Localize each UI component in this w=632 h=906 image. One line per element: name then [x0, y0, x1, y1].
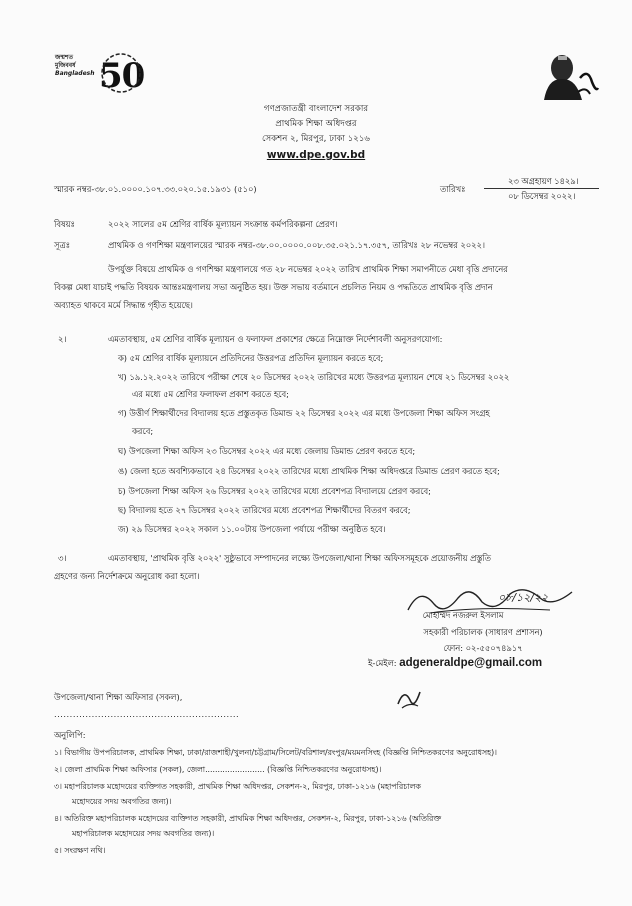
initial-mark-icon	[392, 684, 426, 714]
signer-name: মোহাম্মদ নজরুল ইসলাম	[422, 610, 504, 620]
copy-heading: অনুলিপি:	[54, 730, 86, 740]
list-item: খ) ১৯.১২.২০২২ তারিখে পরীক্ষা শেষে ২০ ডিসেম্বর ২০২২ তারিখের মধ্যে উত্তরপত্র মূল্যায়ন শেষে ২১ ডিসেম্বর ২০২২	[118, 372, 510, 382]
list-item: ২। জেলা প্রাথমিক শিক্ষা অফিসার (সকল), জেলা........................ (বিজ্ঞপ্তি নিশ্চিতকরণের অনুরোধসহ)।	[54, 765, 382, 774]
website-link[interactable]: www.dpe.gov.bd	[266, 149, 366, 161]
section-2-number: ২।	[58, 334, 67, 344]
list-item: করবে;	[132, 426, 154, 436]
header-line-1: গণপ্রজাতন্ত্রী বাংলাদেশ সরকার	[263, 104, 369, 114]
recipient-line-2: ...........................................................	[54, 709, 240, 719]
mujib-borsho-logo	[55, 50, 145, 96]
section-3-number: ৩।	[58, 553, 67, 563]
list-item: ঘ) উপজেলা শিক্ষা অফিস ২৩ ডিসেম্বর ২০২২ এর মধ্যে জেলায় ডিমান্ড প্রেরণ করতে হবে;	[118, 446, 416, 456]
memo-row	[54, 184, 257, 195]
signer-phone: ফোন: ০২-৫৫০৭৪৯১৭	[443, 643, 523, 653]
signature-date: ০৮/১২/২২	[498, 591, 549, 604]
logo-text-3: Bangladesh	[55, 70, 95, 77]
portrait-icon	[540, 48, 600, 100]
header-line-2: প্রাথমিক শিক্ষা অধিদপ্তর	[275, 119, 357, 129]
logo-number: 50	[99, 56, 145, 96]
list-item: মহাপরিচালক মহোদয়ের সদয় অবগতির জন্য)।	[72, 829, 215, 838]
header-line-3: সেকশন ২, মিরপুর, ঢাকা ১২১৬	[261, 134, 371, 144]
list-item: ১। বিভাগীয় উপপরিচালক, প্রাথমিক শিক্ষা, ঢাকা/রাজশাহী/খুলনা/চট্টগ্রাম/সিলেট/বরিশাল/রংপুর/ময়মনসিংহ (বিজ্ঞপ্তি নিশ্চিতকরণের অনুরোধসহ)।	[54, 748, 497, 757]
intro-line-2: বিকল্প মেধা যাচাই পদ্ধতি বিষয়ক আন্তঃমন্ত্রণালয় সভা অনুষ্ঠিত হয়। উক্ত সভায় বর্তমানে প্রচলিত নিয়ম ও পদ্ধতিতে প্রাথমিক বৃত্তি প্রদান	[54, 282, 493, 292]
intro-line-1: উপর্যুক্ত বিষয়ে প্রাথমিক ও গণশিক্ষা মন্ত্রণালয়ে গত ২৮ নভেম্বর ২০২২ তারিখ প্রাথমিক শিক্ষা সমাপনীতে মেধা বৃত্তি প্রদানের	[108, 264, 508, 274]
list-item: ৫। সংরক্ষণ নথি।	[54, 846, 106, 855]
recipient-line-1: উপজেলা/থানা শিক্ষা অফিসার (সকল),	[54, 692, 183, 702]
section-3-line-2: গ্রহণের জন্য নির্দেশক্রমে অনুরোধ করা হলো।	[54, 571, 200, 581]
section-2-lead: এমতাবস্থায়, ৫ম শ্রেণির বার্ষিক মূল্যায়ন ও ফলাফল প্রকাশের ক্ষেত্রে নিম্নোক্ত নির্দেশাবলী অনুসরণযোগ্য:	[108, 334, 443, 344]
email-link[interactable]: adgeneraldpe@gmail.com	[399, 657, 543, 669]
memo-number: ৩৮.০১.০০০০.১০৭.৩৩.০২০.১৫.১৯৩১ (৫১০)	[94, 184, 257, 194]
logo-ring-icon	[95, 50, 141, 96]
list-item: এর মধ্যে ৫ম শ্রেণির ফলাফল প্রকাশ করতে হবে;	[132, 389, 289, 399]
list-item: ৩। মহাপরিচালক মহোদয়ের ব্যক্তিগত সহকারী, প্রাথমিক শিক্ষা অধিদপ্তর, সেকশন-২, মিরপুর, ঢাকা-১২১৬ (মহাপরিচালক	[54, 782, 421, 791]
list-item: গ) উত্তীর্ণ শিক্ষার্থীদের বিদ্যালয় হতে প্রস্তুতকৃত ডিমান্ড ২২ ডিসেম্বর ২০২২ এর মধ্যে উপজেলা শিক্ষা অফিস সংগ্রহ	[118, 408, 490, 418]
portrait-image	[540, 48, 600, 100]
list-item: মহোদয়ের সদয় অবগতির জন্য)।	[72, 797, 172, 806]
email-row	[368, 658, 542, 669]
date-bangla: ২৩ অগ্রহায়ণ ১৪২৯।	[508, 176, 579, 186]
date-english: ০৮ ডিসেম্বর ২০২২।	[508, 191, 576, 201]
date-label: তারিখঃ	[440, 184, 466, 194]
memo-label: স্মারক নম্বর-	[54, 184, 95, 194]
intro-line-3: অব্যাহত থাকবে মর্মে সিদ্ধান্ত গৃহীত হয়েছে।	[54, 300, 193, 310]
section-3-line-1: এমতাবস্থায়, 'প্রাথমিক বৃত্তি ২০২২' সুষ্ঠুভাবে সম্পাদনের লক্ষ্যে উপজেলা/থানা শিক্ষা অফিসসমূহকে প্রয়োজনীয় প্রস্তুতি	[108, 553, 491, 563]
list-item: ঙ) জেলা হতে অবশ্যিকভাবে ২৪ ডিসেম্বর ২০২২ তারিখের মধ্যে প্রাথমিক শিক্ষা অধিদপ্তরে ডিমান্ড প্রেরণ করতে হবে;	[118, 466, 500, 476]
list-item: জ) ২৯ ডিসেম্বর ২০২২ সকাল ১১.০০টায় উপজেলা পর্যায়ে পরীক্ষা অনুষ্ঠিত হবে।	[118, 524, 386, 534]
email-label: ই-মেইল:	[368, 658, 397, 668]
subject-label: বিষয়ঃ	[54, 219, 75, 229]
reference-text: প্রাথমিক ও গণশিক্ষা মন্ত্রণালয়ের স্মারক নম্বর-৩৮.০০.০০০০.০০৮.৩৫.০২১.১৭.৩৫৭, তারিখঃ ২৮ নভেম্বর ২০২২।	[108, 240, 485, 250]
reference-label: সূত্রঃ	[54, 240, 71, 250]
date-divider	[484, 188, 599, 189]
logo-text-2: মুজিববর্ষ	[55, 62, 76, 69]
signer-designation: সহকারী পরিচালক (সাধারণ প্রশাসন)	[423, 627, 543, 637]
list-item: ৪। অতিরিক্ত মহাপরিচালক মহোদয়ের ব্যক্তিগত সহকারী, প্রাথমিক শিক্ষা অধিদপ্তর, সেকশন-২, মিরপুর, ঢাকা-১২১৬ (অতিরিক্ত	[54, 814, 441, 823]
list-item: চ) উপজেলা শিক্ষা অফিস ২৬ ডিসেম্বর ২০২২ তারিখের মধ্যে প্রবেশপত্র বিদ্যালয়ে প্রেরণ করবে;	[118, 486, 431, 496]
list-item: ক) ৫ম শ্রেণির বার্ষিক মূল্যায়নে প্রতিদিনের উত্তরপত্র প্রতিদিন মূল্যায়ন করতে হবে;	[118, 353, 384, 363]
subject-text: ২০২২ সালের ৫ম শ্রেণির বার্ষিক মূল্যায়ন সংক্রান্ত কর্মপরিকল্পনা প্রেরণ।	[108, 219, 338, 229]
list-item: ছ) বিদ্যালয় হতে ২৭ ডিসেম্বর ২০২২ তারিখের মধ্যে প্রবেশপত্র শিক্ষার্থীদের বিতরণ করবে;	[118, 505, 411, 515]
logo-text-1: জন্মশত	[55, 54, 73, 61]
